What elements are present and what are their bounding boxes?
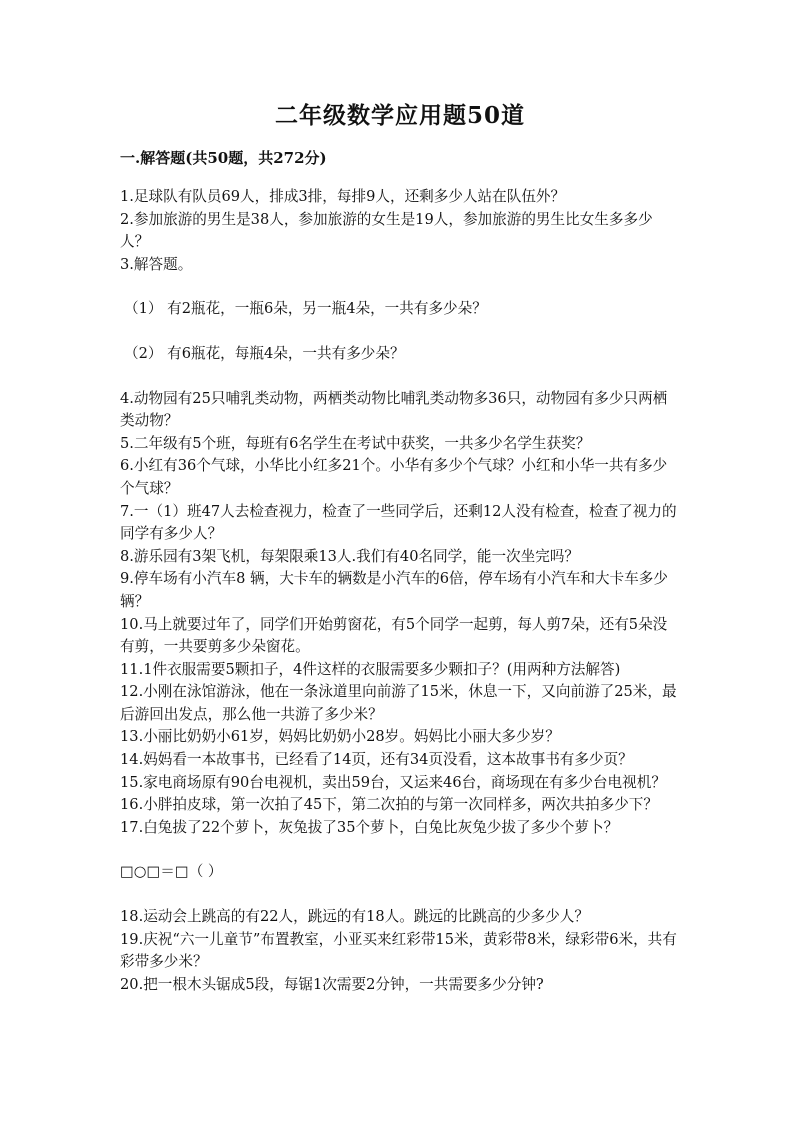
- question-3: 3.解答题。: [120, 255, 193, 273]
- question-16: 16.小胖拍皮球，第一次拍了45下，第二次拍的与第一次同样多，两次共拍多少下？: [120, 796, 658, 814]
- question-12: 12.小刚在泳馆游泳，他在一条泳道里向前游了15米，休息一下，又向前游了25米，最后游回出发点，那么他一共游了多少米？: [120, 683, 677, 723]
- question-14: 14.妈妈看一本故事书，已经看了14页，还有34页没看，这本故事书有多少页？: [120, 751, 633, 769]
- question-2: 2.参加旅游的男生是38人，参加旅游的女生是19人，参加旅游的男生比女生多多少人？: [120, 210, 653, 251]
- question-18: 18.运动会上跳高的有22人，跳远的有18人。跳远的比跳高的少多少人？: [120, 908, 589, 926]
- question-13: 13.小丽比奶奶小61岁，妈妈比奶奶小28岁。妈妈比小丽大多少岁？: [120, 728, 560, 746]
- question-15: 15.家电商场原有90台电视机，卖出59台，又运来46台，商场现在有多少台电视机？: [120, 773, 666, 791]
- question-8: 8.游乐园有3架飞机，每架限乘13人.我们有40名同学，能一次坐完吗？: [120, 547, 580, 565]
- question-4: 4.动物园有25只哺乳类动物，两栖类动物比哺乳类动物多36只，动物园有多少只两栖类动物？: [120, 389, 668, 430]
- page-title: 二年级数学应用题50道: [274, 102, 525, 129]
- question-20: 20.把一根木头锯成5段，每锯1次需要2分钟，一共需要多少分钟?: [120, 975, 544, 993]
- question-3-part-2: （2） 有6瓶花，每瓶4朵，一共有多少朵？: [124, 344, 405, 362]
- question-10: 10.马上就要过年了，同学们开始剪窗花，有5个同学一起剪，每人剪7朵，还有5朵没有剪，一共要剪多少朵窗花。: [120, 615, 668, 656]
- question-6: 6.小红有36个气球，小华比小红多21个。小华有多少个气球？小红和小华一共有多少个气球？: [120, 457, 668, 497]
- question-1: 1.足球队有队员69人，排成3排，每排9人，还剩多少人站在队伍外？: [120, 188, 566, 205]
- question-3-part-1: （1） 有2瓶花，一瓶6朵，另一瓶4朵，一共有多少朵？: [124, 300, 487, 318]
- question-9: 9.停车场有小汽车8 辆，大卡车的辆数是小汽车的6倍，停车场有小汽车和大卡车多少辆？: [120, 570, 668, 610]
- question-17: 17.白兔拔了22个萝卜，灰兔拔了35个萝卜，白兔比灰兔少拔了多少个萝卜？: [120, 818, 619, 836]
- question-7: 7.一（1）班47人去检查视力，检查了一些同学后，还剩12人没有检查，检查了视力的同学有多少人？: [120, 502, 677, 543]
- section-heading: 一.解答题(共50题，共272分): [120, 149, 327, 167]
- question-5: 5.二年级有5个班，每班有6名学生在考试中获奖，一共多少名学生获奖？: [120, 434, 591, 452]
- question-19: 19.庆祝“六一儿童节”布置教室，小亚买来红彩带15米，黄彩带8米，绿彩带6米，共有彩带多少米？: [120, 930, 677, 971]
- question-list: [120, 186, 680, 996]
- question-11: 11.1件衣服需要5颗扣子，4件这样的衣服需要多少颗扣子？(用两种方法解答): [120, 660, 621, 678]
- question-17-equation: □○□＝□（ ）: [120, 863, 223, 881]
